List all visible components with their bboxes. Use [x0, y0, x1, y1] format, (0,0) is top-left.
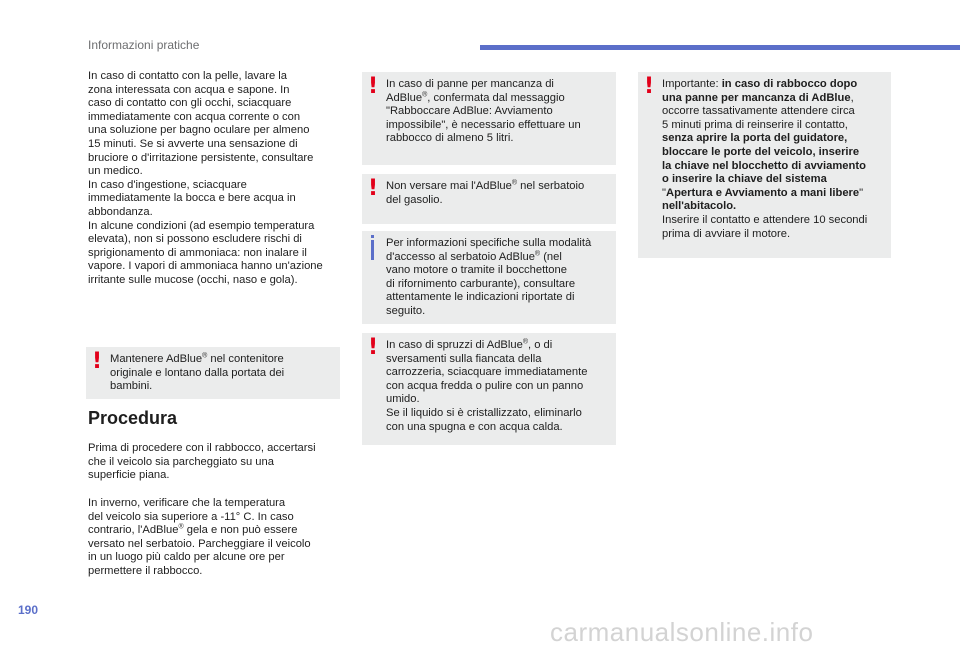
- text-line: irritante sulle mucose (occhi, naso e gola).: [88, 273, 298, 286]
- winter-text: In inverno, verificare che la temperatura del veicolo sia superiore a -11° C. In caso contrario, l'AdBlue® gela e non può essere versato nel serbatoio. Parcheggiare il veicolo in un luogo più caldo per alcune ore per permettere il rabbocco.: [88, 497, 311, 577]
- text-line: abbondanza.: [88, 205, 153, 218]
- info-icon: [371, 240, 374, 260]
- text-line: un medico.: [88, 165, 143, 178]
- warning-icon: !: [368, 176, 379, 201]
- warning-icon: !: [92, 349, 103, 374]
- watermark-text: carmanualsonline.info: [550, 617, 814, 647]
- procedure-heading: Procedura: [88, 408, 178, 428]
- warning-box-diesel: ! Non versare mai l'AdBlue® nel serbatoio del gasolio.: [362, 174, 616, 224]
- text-line: In caso d'ingestione, sciacquare: [88, 178, 247, 191]
- text-line: immediatamente la bocca e bere acqua in: [88, 192, 296, 205]
- text-line: In alcune condizioni (ad esempio temperatura: [88, 219, 315, 232]
- warning-icon: !: [368, 74, 379, 99]
- text-line: 15 minuti. Se si avverte una sensazione di: [88, 137, 298, 150]
- section-title: Informazioni pratiche: [88, 38, 200, 52]
- warning-box-keep-container: ! Mantenere AdBlue® nel contenitore originale e lontano dalla portata dei bambini.: [86, 347, 340, 399]
- warning-box-breakdown: ! In caso di panne per mancanza di AdBlue®, confermata dal messaggio "Rabboccare AdBlue: Avviamento impossibile", è necessario effettuare un rabbocco di almeno 5 litri.: [362, 72, 616, 165]
- contact-instructions: [88, 70, 348, 288]
- warning-icon: !: [644, 74, 655, 99]
- info-box-tank-access: Per informazioni specifiche sulla modalità d'accesso al serbatoio AdBlue® (nel vano motore o tramite il bocchettone di rifornimento carburante), consultare attentamente le indicazioni riportate di seguito.: [362, 231, 616, 324]
- page-number: 190: [18, 603, 39, 617]
- text-line: una soluzione per bagno oculare per almeno: [88, 124, 310, 137]
- warning-box-splash: ! In caso di spruzzi di AdBlue®, o di sversamenti sulla fiancata della carrozzeria, sciacquare immediatamente con acqua fredda o pulire con un panno umido. Se il liquido si è cristallizzato, eliminarlo con una spugna e con acqua calda.: [362, 333, 616, 445]
- text-line: zona interessata con acqua e sapone. In: [88, 83, 290, 96]
- procedure-text: Prima di procedere con il rabbocco, accertarsi che il veicolo sia parcheggiato su una superficie piana.: [88, 442, 316, 482]
- header-accent-bar: [480, 45, 960, 50]
- text-line: immediatamente con acqua corrente o con: [88, 110, 301, 123]
- text-line: bruciore o d'irritazione persistente, consultare: [88, 151, 314, 164]
- warning-box-important: ! Importante: in caso di rabbocco dopo una panne per mancanza di AdBlue, occorre tassativamente attendere circa 5 minuti prima di reinserire il contatto, senza aprire la porta del guidatore, bloccare le porte del veicolo, inserire la chiave nel blocchetto di avviamento o inserire la chiave del sistema "Apertura e Avviamento a mani libere" nell'abitacolo. Inserire il contatto e attendere 10 secondi prima di avviare il motore.: [638, 72, 891, 258]
- text-line: In caso di contatto con la pelle, lavare la: [88, 70, 288, 82]
- text-line: sprigionamento di ammoniaca: non inalare il: [88, 246, 307, 259]
- warning-icon: !: [368, 335, 379, 360]
- text-line: vapore. I vapori di ammoniaca hanno un'azione: [88, 260, 323, 273]
- text-line: caso di contatto con gli occhi, sciacquare: [88, 97, 292, 110]
- text-line: elevata), non si possono escludere rischi di: [88, 233, 302, 246]
